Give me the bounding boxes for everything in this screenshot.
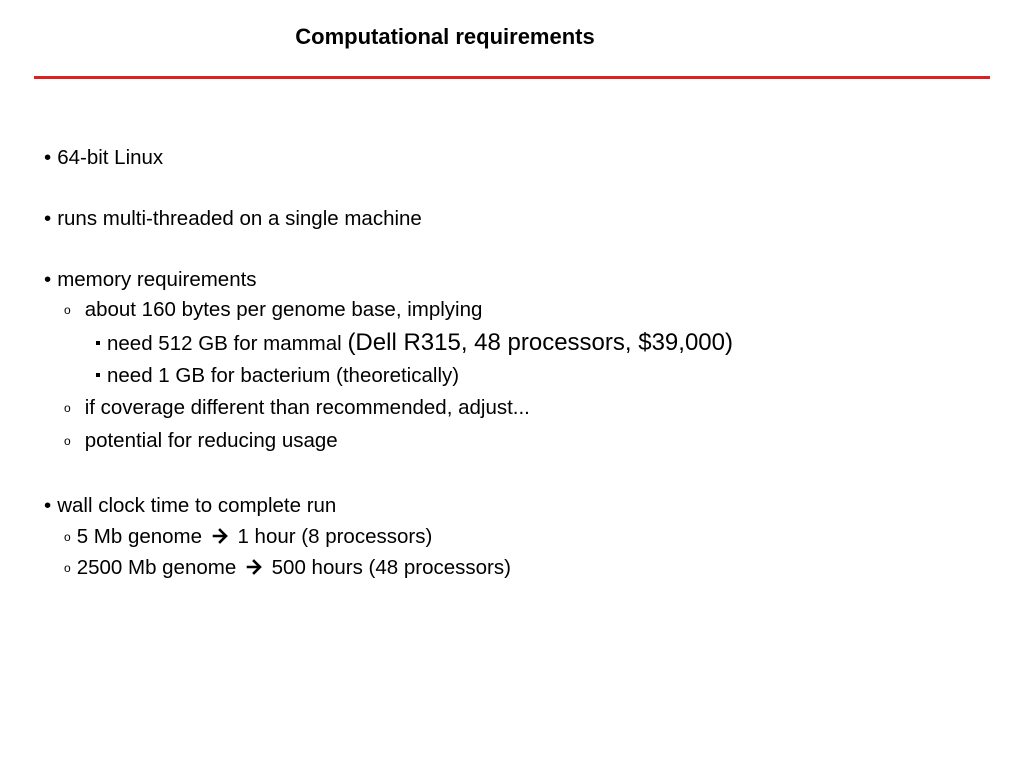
circle-bullet: o bbox=[64, 302, 71, 317]
bullet-text: runs multi-threaded on a single machine bbox=[57, 207, 422, 230]
bullet-item bbox=[44, 268, 257, 292]
sub-bullet-item bbox=[64, 556, 511, 581]
circle-bullet: o bbox=[64, 433, 71, 448]
sub-bullet-item bbox=[64, 396, 530, 421]
circle-bullet: o bbox=[64, 400, 71, 415]
sub-bullet-item bbox=[64, 525, 432, 550]
sub-sub-bullet-item bbox=[96, 331, 733, 356]
bullet-dot: • bbox=[44, 494, 52, 517]
sub-bullet-text: 5 Mb genome bbox=[76, 525, 203, 548]
bullet-item bbox=[44, 146, 163, 170]
bullet-dot: • bbox=[44, 207, 52, 230]
bullet-dot: • bbox=[44, 146, 52, 169]
sub-bullet-text: 500 hours (48 processors) bbox=[271, 556, 511, 579]
circle-bullet: o bbox=[64, 529, 71, 544]
sub-bullet-item bbox=[64, 429, 338, 454]
bullet-dot: • bbox=[44, 268, 52, 291]
title-divider bbox=[34, 76, 990, 79]
sub-sub-bullet-text: need 512 GB for mammal bbox=[107, 332, 342, 355]
arrow-right-icon bbox=[212, 524, 228, 548]
sub-bullet-text: potential for reducing usage bbox=[84, 429, 338, 452]
bullet-item bbox=[44, 207, 422, 231]
bullet-text: memory requirements bbox=[57, 268, 257, 291]
square-bullet bbox=[96, 341, 100, 345]
sub-bullet-text: 1 hour (8 processors) bbox=[237, 525, 433, 548]
bullet-item bbox=[44, 494, 336, 518]
bullet-text: wall clock time to complete run bbox=[57, 494, 337, 517]
square-bullet bbox=[96, 373, 100, 377]
sub-sub-bullet-detail: (Dell R315, 48 processors, $39,000) bbox=[347, 329, 733, 356]
sub-sub-bullet-text: need 1 GB for bacterium (theoretically) bbox=[107, 364, 460, 387]
bullet-text: 64-bit Linux bbox=[57, 146, 164, 169]
circle-bullet: o bbox=[64, 560, 71, 575]
arrow-right-icon bbox=[246, 555, 262, 579]
sub-bullet-item bbox=[64, 298, 482, 323]
sub-bullet-text: 2500 Mb genome bbox=[76, 556, 237, 579]
sub-bullet-text: if coverage different than recommended, adjust... bbox=[84, 396, 530, 419]
sub-sub-bullet-item bbox=[96, 364, 459, 388]
sub-bullet-text: about 160 bytes per genome base, implying bbox=[84, 298, 483, 321]
slide-title: Computational requirements bbox=[295, 24, 595, 49]
